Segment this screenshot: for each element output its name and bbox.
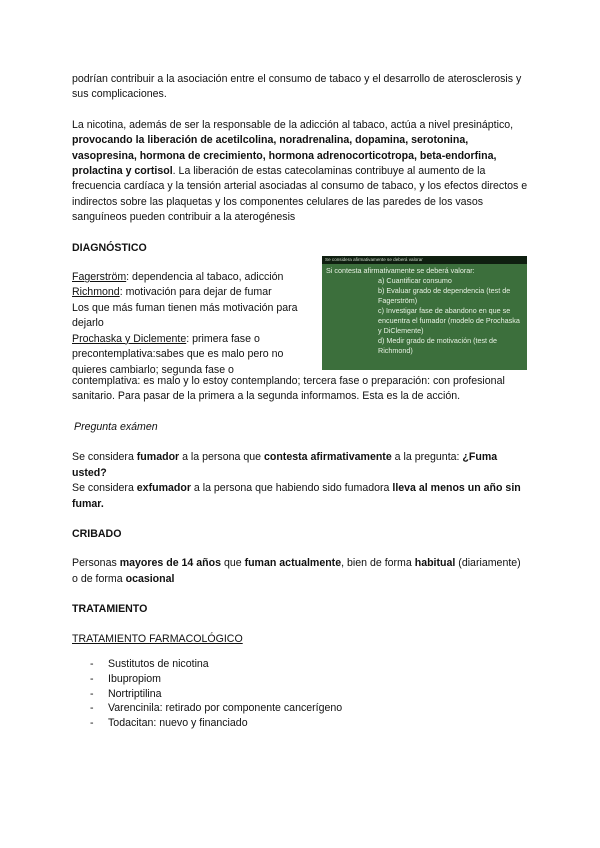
fuman-bold: fuman actualmente bbox=[244, 557, 342, 570]
diagnostic-image-box bbox=[322, 256, 527, 370]
exfumador-definition bbox=[72, 481, 528, 512]
list-item-text: Ibupropiom bbox=[108, 672, 161, 685]
green-box-item: c) Investigar fase de abandono en que se encuentra el fumador (modelo de Prochaska y DiClemente) bbox=[378, 306, 520, 336]
fumador-text-2: a la persona que bbox=[179, 451, 264, 464]
un-ano-bold: lleva al menos un año sin fumar. bbox=[72, 482, 521, 510]
list-item bbox=[90, 672, 528, 687]
richmond-line bbox=[72, 285, 312, 300]
fumador-text: Se considera bbox=[72, 451, 137, 464]
tratamiento-list bbox=[72, 657, 528, 731]
list-item bbox=[90, 701, 528, 716]
cribado-text-2: que bbox=[221, 557, 245, 570]
cribado-text: Personas bbox=[72, 557, 120, 570]
motivacion-line: Los que más fuman tienen más motivación para dejarlo bbox=[72, 301, 298, 330]
tratamiento-heading: TRATAMIENTO bbox=[72, 603, 148, 616]
dash-bullet: - bbox=[90, 687, 94, 700]
intro-paragraph-1 bbox=[72, 72, 528, 103]
document-page bbox=[72, 72, 528, 731]
mayores-bold: mayores de 14 años bbox=[119, 557, 221, 570]
hormones-bold: provocando la liberación de acetilcolina, noradrenalina, dopamina, serotonina, vasopresina, hormona de crecimiento, hormona adrenocorticotropa, beta-endorfina, prolactina y cortisol bbox=[72, 134, 497, 178]
fumador-bold: fumador bbox=[136, 451, 180, 464]
dash-bullet: - bbox=[90, 672, 94, 685]
fagerstrom-term: Fagerström bbox=[72, 271, 127, 284]
intro-text-a: La nicotina, además de ser la responsable de la adicción al tabaco, actúa a nivel presináptico, bbox=[72, 118, 514, 131]
green-box-header: Se considera afirmativamente se deberá valorar bbox=[322, 256, 527, 264]
richmond-term: Richmond bbox=[72, 286, 120, 299]
prochaska-text-a: : primera fase o precontemplativa:sabes que es malo pero no quieres cambiarlo; segunda fase o bbox=[72, 332, 284, 376]
contesta-bold: contesta afirmativamente bbox=[263, 451, 392, 464]
diagnostico-heading: DIAGNÓSTICO bbox=[72, 241, 147, 254]
pregunta-label: Pregunta exámen bbox=[74, 420, 158, 433]
ocasional-bold: ocasional bbox=[125, 572, 175, 585]
fumador-text-3: a la pregunta: bbox=[391, 451, 463, 464]
cribado-paragraph bbox=[72, 556, 528, 587]
list-item-text: Todacitan: nuevo y financiado bbox=[108, 717, 248, 730]
richmond-text: : motivación para dejar de fumar bbox=[119, 286, 272, 299]
diagnostico-block bbox=[72, 257, 528, 376]
list-item bbox=[90, 716, 528, 731]
exfumador-text: Se considera bbox=[72, 482, 137, 495]
prochaska-term: Prochaska y Diclemente bbox=[72, 332, 187, 345]
tratamiento-subheading: TRATAMIENTO FARMACOLÓGICO bbox=[72, 632, 243, 645]
cribado-heading: CRIBADO bbox=[72, 527, 122, 540]
intro-text-b: . La liberación de estas catecolaminas contribuye al aumento de la frecuencia cardíaca y la tensión arterial asociadas al consumo de tabaco, y los efectos directos e indirectos sobre las plaquetas y los componentes celulares de las paredes de los vasos sanguíneos pueden contribuir a la aterogénesis bbox=[72, 165, 528, 224]
list-item-text: Sustitutos de nicotina bbox=[108, 657, 209, 670]
habitual-bold: habitual bbox=[414, 557, 456, 570]
list-item-text: Varencinila: retirado por componente cancerígeno bbox=[108, 702, 343, 715]
cribado-text-3: , bien de forma bbox=[341, 557, 415, 570]
dash-bullet: - bbox=[90, 702, 94, 715]
dash-bullet: - bbox=[90, 657, 94, 670]
green-box-list bbox=[322, 276, 527, 356]
exfumador-bold: exfumador bbox=[136, 482, 191, 495]
green-box-item: a) Cuantificar consumo bbox=[378, 276, 452, 286]
intro-text: podrían contribuir a la asociación entre el consumo de tabaco y el desarrollo de aterosclerosis y sus complicaciones. bbox=[72, 73, 522, 101]
dash-bullet: - bbox=[90, 717, 94, 730]
fumador-definition bbox=[72, 450, 528, 481]
list-item-text: Nortriptilina bbox=[108, 687, 162, 700]
diagnostico-lines bbox=[72, 270, 312, 378]
green-box-intro: Si contesta afirmativamente se deberá valorar: bbox=[326, 266, 475, 276]
exfumador-text-2: a la persona que habiendo sido fumadora bbox=[190, 482, 393, 495]
list-item bbox=[90, 657, 528, 672]
intro-paragraph-2 bbox=[72, 118, 528, 226]
fagerstrom-line bbox=[72, 270, 312, 285]
prochaska-continuation: contemplativa: es malo y lo estoy contemplando; tercera fase o preparación: con profesional sanitario. Para pasar de la primera a la segunda informamos. Esta es la de acción. bbox=[72, 375, 505, 403]
green-box-item: d) Medir grado de motivación (test de Richmond) bbox=[378, 336, 498, 356]
green-box-item: b) Evaluar grado de dependencia (test de Fagerström) bbox=[378, 286, 511, 306]
fuma-usted-bold: ¿Fuma usted? bbox=[72, 451, 498, 479]
fagerstrom-text: : dependencia al tabaco, adicción bbox=[126, 271, 284, 284]
prochaska-line bbox=[72, 332, 312, 378]
list-item bbox=[90, 687, 528, 702]
cribado-text-4: (diariamente) o de forma bbox=[72, 557, 521, 585]
